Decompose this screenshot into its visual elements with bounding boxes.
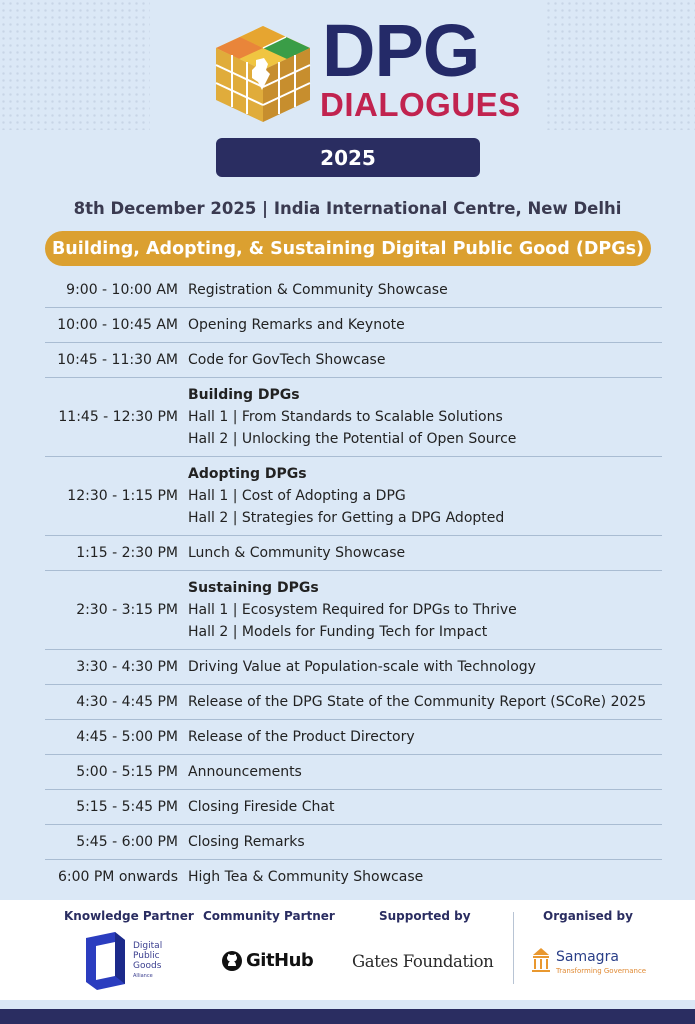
agenda-row bbox=[45, 685, 662, 720]
session-title: Lunch & Community Showcase bbox=[188, 545, 406, 561]
agenda-description bbox=[184, 656, 662, 678]
gates-foundation-logo: Gates Foundation bbox=[352, 952, 494, 971]
session-heading: Building DPGs bbox=[188, 387, 300, 403]
theme-banner: Building, Adopting, & Sustaining Digital Public Good (DPGs) bbox=[45, 231, 651, 266]
agenda-time: 12:30 - 1:15 PM bbox=[67, 488, 178, 504]
session-heading: Adopting DPGs bbox=[188, 466, 307, 482]
agenda-time: 5:00 - 5:15 PM bbox=[76, 764, 178, 780]
dpga-mark-icon bbox=[83, 930, 129, 992]
dpga-logo bbox=[83, 930, 173, 992]
session-heading: Sustaining DPGs bbox=[188, 580, 319, 596]
agenda-description bbox=[184, 831, 662, 853]
session-title: Driving Value at Population-scale with Technology bbox=[188, 659, 536, 675]
supported-by-label: Supported by bbox=[379, 909, 471, 923]
agenda-row bbox=[45, 720, 662, 755]
session-title: Registration & Community Showcase bbox=[188, 282, 448, 298]
footer-divider bbox=[513, 912, 514, 984]
agenda-description bbox=[184, 463, 662, 529]
partners-footer bbox=[0, 900, 695, 1000]
session-title: Hall 1 | Ecosystem Required for DPGs to Thrive bbox=[188, 602, 517, 618]
session-title: Release of the Product Directory bbox=[188, 729, 415, 745]
community-partner-label: Community Partner bbox=[203, 909, 335, 923]
samagra-emblem-icon bbox=[530, 946, 552, 974]
session-title: Code for GovTech Showcase bbox=[188, 352, 386, 368]
agenda-time: 4:30 - 4:45 PM bbox=[76, 694, 178, 710]
samagra-name: Samagra bbox=[556, 949, 619, 965]
agenda-row bbox=[45, 343, 662, 378]
samagra-logo bbox=[530, 946, 647, 978]
agenda-time: 5:15 - 5:45 PM bbox=[76, 799, 178, 815]
agenda-time: 2:30 - 3:15 PM bbox=[76, 602, 178, 618]
dpga-text-4: Alliance bbox=[133, 973, 153, 979]
agenda-description bbox=[184, 384, 662, 450]
cube-map-icon bbox=[212, 24, 314, 124]
organised-by-label: Organised by bbox=[543, 909, 633, 923]
agenda-description bbox=[184, 796, 662, 818]
agenda-row bbox=[45, 457, 662, 536]
agenda-time: 11:45 - 12:30 PM bbox=[58, 409, 178, 425]
agenda-time: 4:45 - 5:00 PM bbox=[76, 729, 178, 745]
agenda-row bbox=[45, 790, 662, 825]
dpga-text-3: Goods bbox=[133, 961, 162, 971]
session-title: Announcements bbox=[188, 764, 302, 780]
agenda-description bbox=[184, 866, 662, 888]
agenda-row bbox=[45, 273, 662, 308]
github-octocat-icon bbox=[222, 951, 242, 971]
dot-pattern-left bbox=[0, 0, 150, 130]
session-title: Hall 2 | Strategies for Getting a DPG Adopted bbox=[188, 510, 505, 526]
agenda-time: 3:30 - 4:30 PM bbox=[76, 659, 178, 675]
agenda-description bbox=[184, 279, 662, 301]
agenda-row bbox=[45, 860, 662, 894]
agenda-time: 10:45 - 11:30 AM bbox=[57, 352, 178, 368]
session-title: High Tea & Community Showcase bbox=[188, 869, 424, 885]
session-title: Opening Remarks and Keynote bbox=[188, 317, 405, 333]
agenda-description bbox=[184, 577, 662, 643]
session-title: Hall 1 | Cost of Adopting a DPG bbox=[188, 488, 406, 504]
agenda-description bbox=[184, 314, 662, 336]
dpga-text-1: Digital bbox=[133, 941, 163, 951]
dot-pattern-right bbox=[545, 0, 695, 130]
agenda-row bbox=[45, 650, 662, 685]
session-title: Hall 2 | Models for Funding Tech for Impact bbox=[188, 624, 488, 640]
session-title: Release of the DPG State of the Community Report (SCoRe) 2025 bbox=[188, 694, 647, 710]
agenda-time: 1:15 - 2:30 PM bbox=[76, 545, 178, 561]
bottom-bar bbox=[0, 1009, 695, 1024]
session-title: Hall 2 | Unlocking the Potential of Open Source bbox=[188, 431, 517, 447]
agenda-time: 6:00 PM onwards bbox=[57, 869, 178, 885]
agenda-description bbox=[184, 542, 662, 564]
agenda-row bbox=[45, 536, 662, 571]
session-title: Closing Remarks bbox=[188, 834, 305, 850]
agenda-row bbox=[45, 755, 662, 790]
agenda-time: 9:00 - 10:00 AM bbox=[66, 282, 178, 298]
agenda-time: 5:45 - 6:00 PM bbox=[76, 834, 178, 850]
agenda-row bbox=[45, 825, 662, 860]
brand-dialogues: DIALOGUES bbox=[320, 86, 521, 123]
event-date-venue: 8th December 2025 | India International Centre, New Delhi bbox=[73, 199, 622, 218]
agenda-description bbox=[184, 761, 662, 783]
agenda-row bbox=[45, 308, 662, 343]
agenda-row bbox=[45, 571, 662, 650]
year-badge: 2025 bbox=[216, 138, 480, 177]
agenda-row bbox=[45, 378, 662, 457]
event-logo bbox=[212, 9, 521, 127]
agenda-description bbox=[184, 726, 662, 748]
session-title: Hall 1 | From Standards to Scalable Solutions bbox=[188, 409, 503, 425]
agenda-time: 10:00 - 10:45 AM bbox=[57, 317, 178, 333]
agenda-description bbox=[184, 691, 662, 713]
brand-dpg: DPG bbox=[322, 9, 480, 92]
agenda-table bbox=[45, 273, 662, 894]
dpga-text-2: Public bbox=[133, 951, 160, 961]
session-title: Closing Fireside Chat bbox=[188, 799, 335, 815]
samagra-tagline: Transforming Governance bbox=[556, 967, 647, 975]
agenda-description bbox=[184, 349, 662, 371]
knowledge-partner-label: Knowledge Partner bbox=[64, 909, 194, 923]
github-logo bbox=[222, 950, 313, 971]
github-wordmark: GitHub bbox=[246, 950, 314, 971]
